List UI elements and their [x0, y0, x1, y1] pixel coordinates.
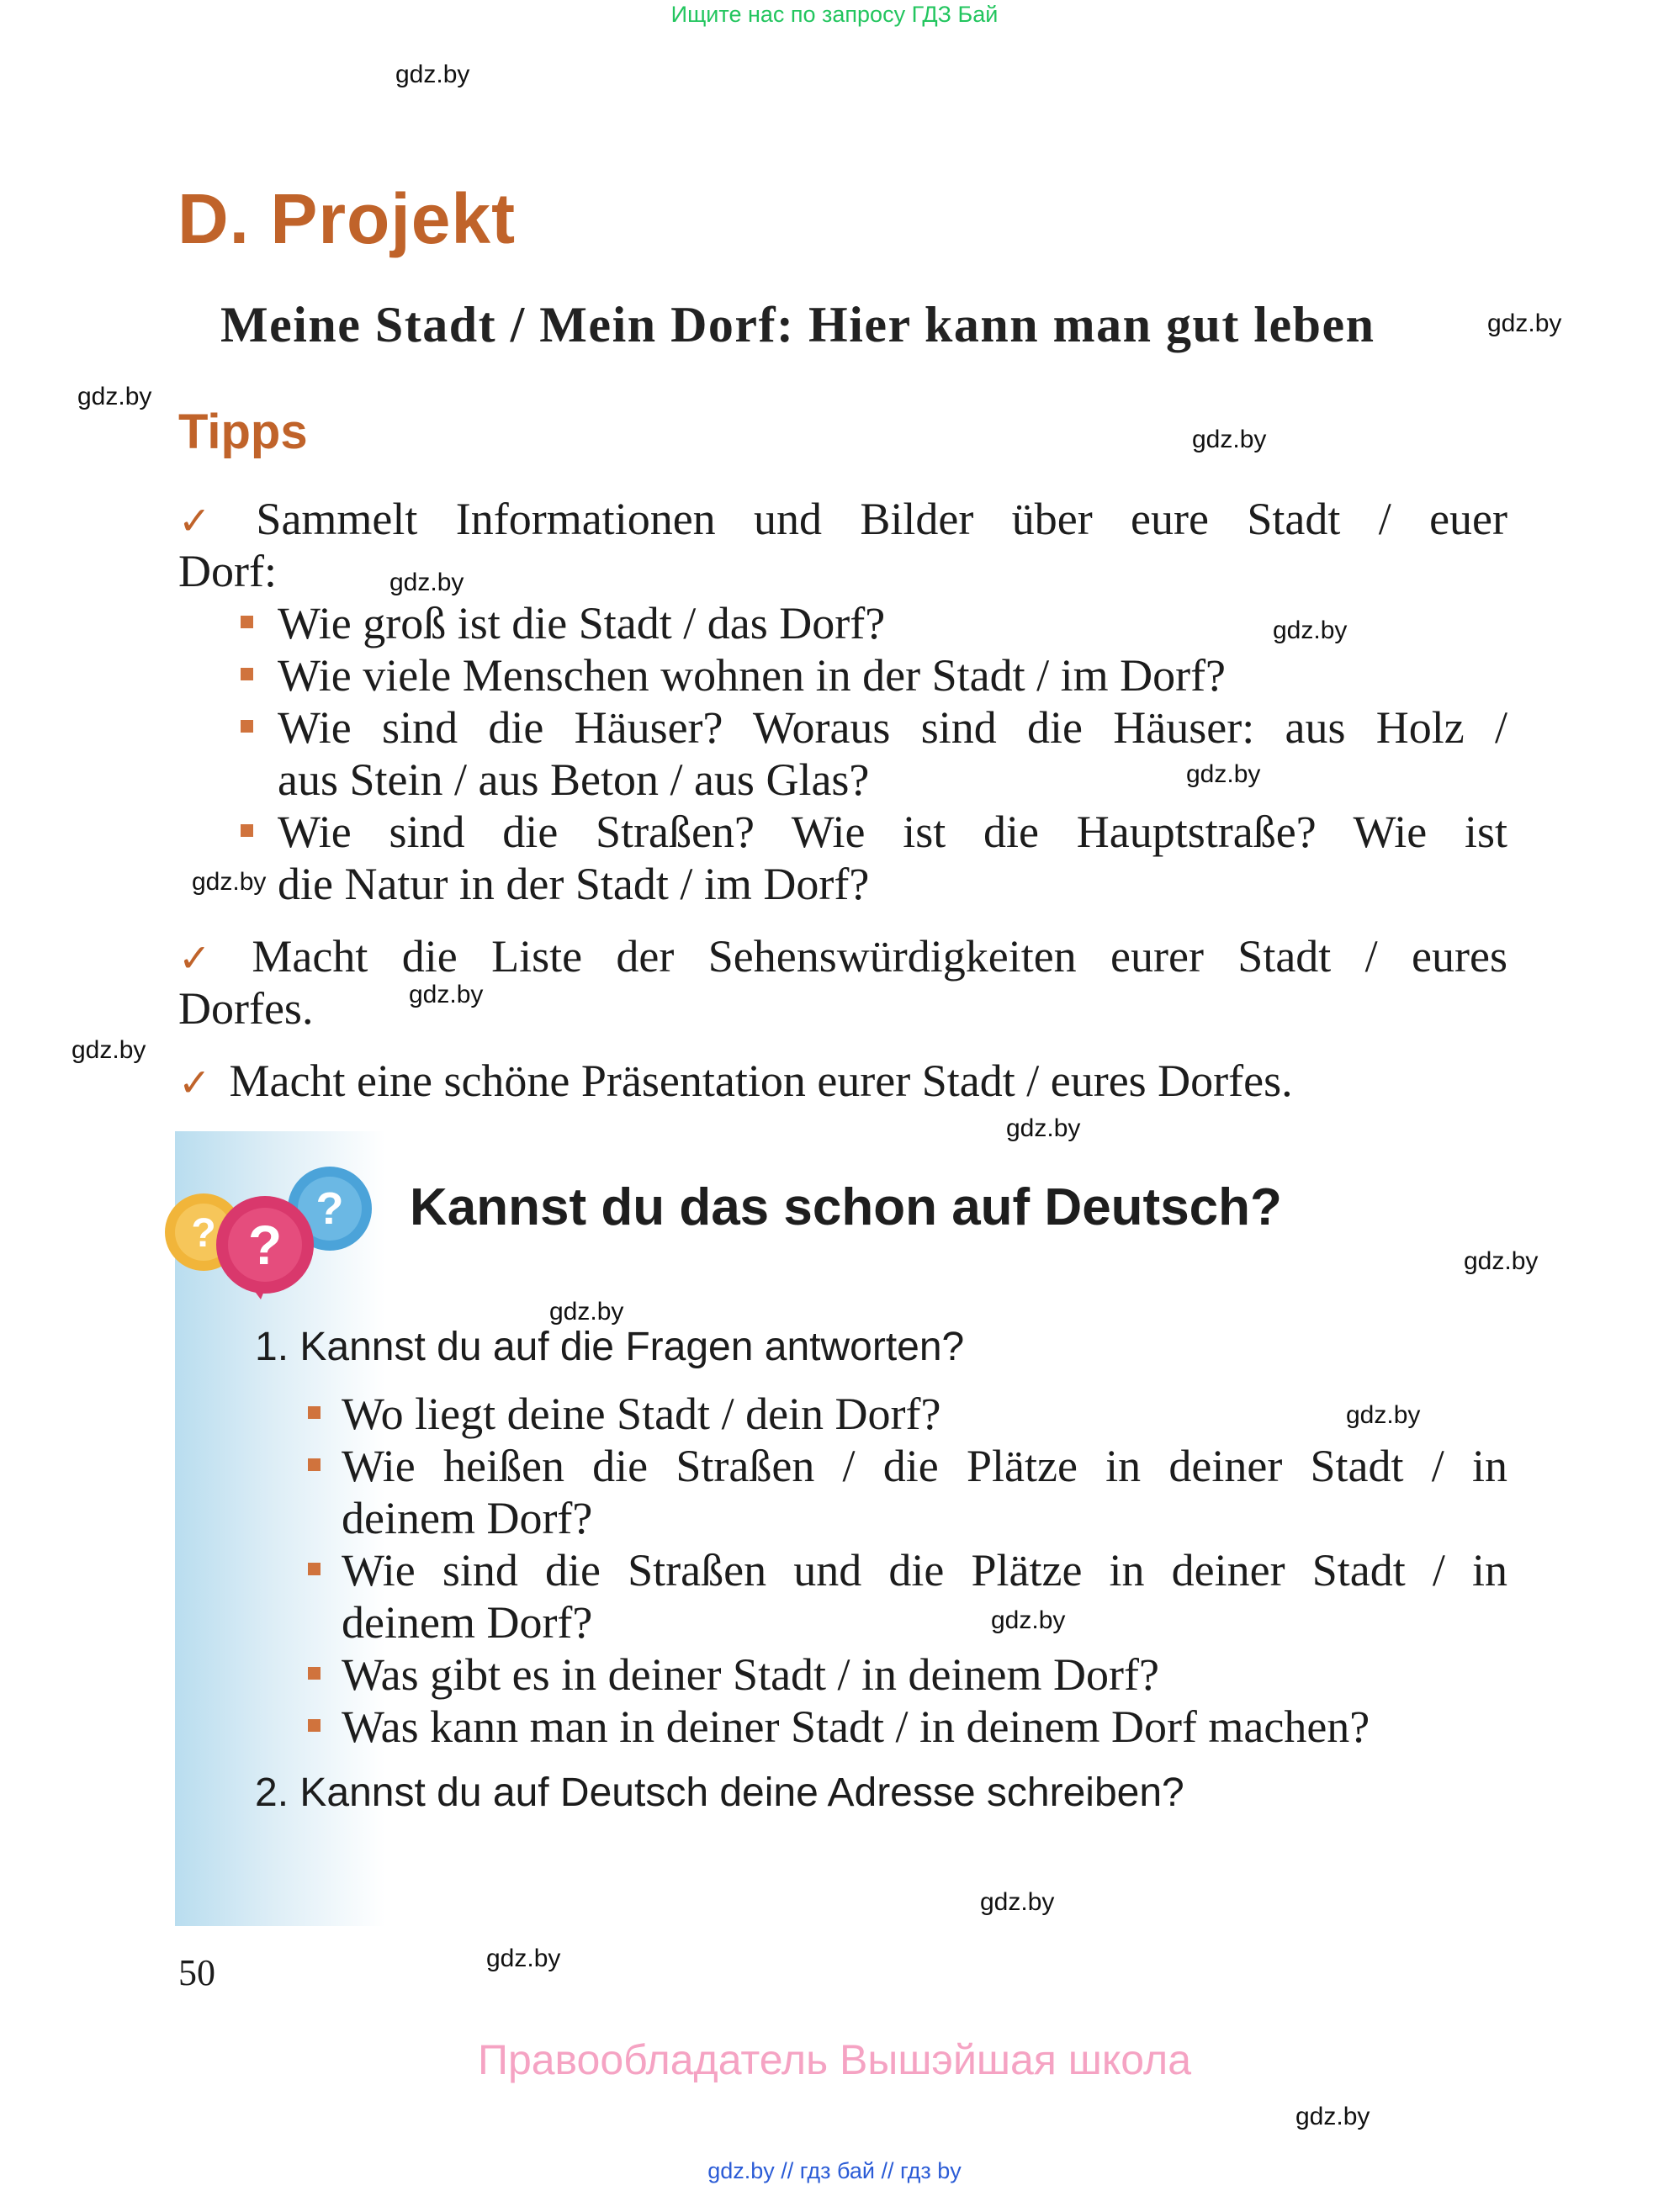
- list-item-continued: deinem Dorf?: [342, 1597, 593, 1648]
- list-item: Was gibt es in deiner Stadt / in deinem Dorf?: [342, 1649, 1159, 1700]
- watermark: gdz.by: [77, 383, 152, 410]
- watermark: gdz.by: [486, 1945, 561, 1972]
- bullet-icon: [241, 720, 253, 733]
- watermark: gdz.by: [1464, 1247, 1539, 1275]
- bullet-icon: [241, 668, 253, 680]
- rights-holder: Правообладатель Вышэйшая школа: [478, 2036, 1191, 2083]
- check-icon: ✓: [178, 1061, 211, 1104]
- watermark: gdz.by: [192, 868, 267, 896]
- list-item-continued: deinem Dorf?: [342, 1493, 593, 1543]
- tip-text-continued: Dorf:: [178, 546, 277, 596]
- top-search-banner: Ищите нас по запросу ГДЗ Бай: [670, 2, 999, 27]
- check-icon: ✓: [178, 937, 234, 980]
- watermark: gdz.by: [549, 1298, 624, 1326]
- tip-text: Macht eine schöne Präsentation eurer Stadt / eures Dorfes.: [229, 1056, 1293, 1106]
- bullet-icon: [308, 1563, 321, 1575]
- bullet-icon: [241, 824, 253, 837]
- list-item: Wo liegt deine Stadt / dein Dorf?: [342, 1389, 941, 1439]
- list-item: Wie sind die Straßen? Wie ist die Hauptstraße? Wie ist: [278, 807, 1507, 857]
- speech-bubbles-question-icon: [151, 1156, 391, 1325]
- list-item: Wie sind die Häuser? Woraus sind die Häuser: aus Holz /: [278, 702, 1507, 753]
- list-item: Wie sind die Straßen und die Plätze in deiner Stadt / in: [342, 1545, 1507, 1595]
- watermark: gdz.by: [1295, 2103, 1370, 2130]
- bullet-icon: [308, 1406, 321, 1419]
- tip-item-1: [178, 493, 1507, 548]
- watermark: gdz.by: [980, 1888, 1055, 1916]
- footer-links[interactable]: gdz.by // гдз бай // гдз by: [707, 2158, 962, 2183]
- project-subtitle: Meine Stadt / Mein Dorf: Hier kann man gut leben: [220, 297, 1375, 352]
- watermark: gdz.by: [395, 61, 470, 88]
- watermark: gdz.by: [1273, 617, 1348, 644]
- question-1: 1. Kannst du auf die Fragen antworten?: [255, 1325, 965, 1369]
- page-number: 50: [178, 1952, 215, 1993]
- watermark: gdz.by: [1186, 760, 1261, 788]
- watermark: gdz.by: [1192, 426, 1267, 453]
- list-item: Wie groß ist die Stadt / das Dorf?: [278, 598, 886, 648]
- watermark: gdz.by: [72, 1036, 146, 1064]
- watermark: gdz.by: [389, 569, 464, 596]
- tip-text-continued: Dorfes.: [178, 983, 314, 1034]
- watermark: gdz.by: [409, 981, 484, 1008]
- watermark: gdz.by: [991, 1606, 1066, 1634]
- tip-item-2: [178, 930, 1507, 985]
- list-item-continued: aus Stein / aus Beton / aus Glas?: [278, 754, 870, 805]
- bullet-icon: [308, 1719, 321, 1732]
- watermark: gdz.by: [1006, 1114, 1081, 1142]
- bullet-icon: [308, 1667, 321, 1680]
- bubble-pink-icon: [216, 1196, 314, 1299]
- kannst-heading: Kannst du das schon auf Deutsch?: [410, 1178, 1282, 1236]
- bullet-icon: [241, 616, 253, 628]
- svg-text:?: ?: [191, 1211, 216, 1256]
- tipps-heading: Tipps: [178, 405, 308, 459]
- svg-text:?: ?: [315, 1183, 344, 1234]
- tip-text: Sammelt Informationen und Bilder über eure Stadt / euer: [256, 494, 1508, 544]
- tip-text: Macht die Liste der Sehenswürdigkeiten eurer Stadt / eures: [252, 931, 1507, 982]
- list-item-continued: die Natur in der Stadt / im Dorf?: [278, 859, 870, 909]
- check-icon: ✓: [178, 500, 238, 542]
- watermark: gdz.by: [1487, 310, 1562, 337]
- tip-item-3: [178, 1055, 1293, 1109]
- bullet-icon: [308, 1458, 321, 1471]
- list-item: Was kann man in deiner Stadt / in deinem Dorf machen?: [342, 1701, 1370, 1752]
- watermark: gdz.by: [1346, 1401, 1421, 1429]
- section-heading: D. Projekt: [177, 179, 517, 258]
- list-item: Wie heißen die Straßen / die Plätze in deiner Stadt / in: [342, 1441, 1507, 1491]
- list-item: Wie viele Menschen wohnen in der Stadt / im Dorf?: [278, 650, 1227, 701]
- question-2: 2. Kannst du auf Deutsch deine Adresse schreiben?: [255, 1770, 1184, 1815]
- svg-text:?: ?: [247, 1214, 283, 1276]
